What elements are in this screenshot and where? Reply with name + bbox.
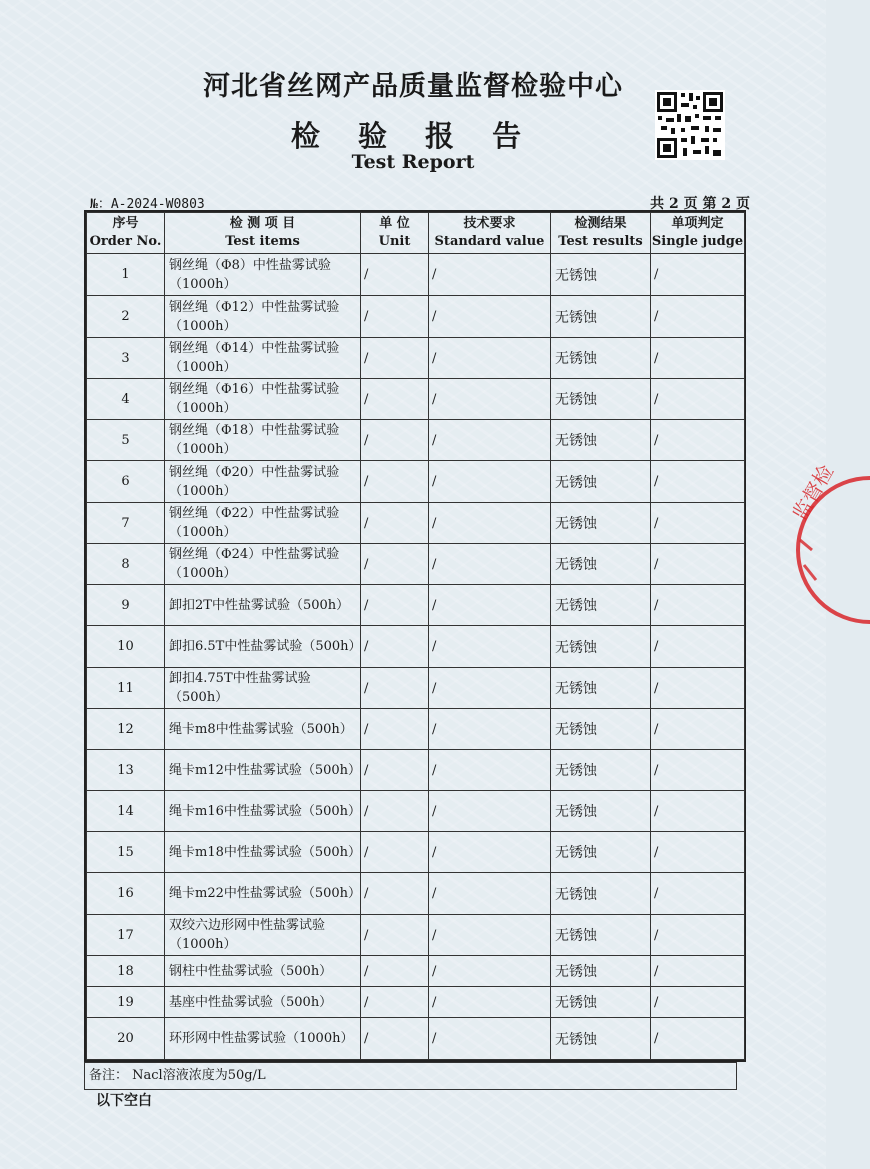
single-judge-cell: / (651, 791, 745, 832)
test-item-cell: 钢丝绳（Φ22）中性盐雾试验（1000h） (165, 503, 361, 544)
order-cell: 13 (87, 750, 165, 791)
order-cell: 12 (87, 709, 165, 750)
table-row (87, 873, 745, 915)
test-result-cell: 无锈蚀 (551, 709, 651, 750)
test-item-cell: 卸扣4.75T中性盐雾试验（500h） (165, 668, 361, 709)
table-row (87, 254, 745, 296)
standard-value-cell: / (429, 338, 551, 379)
report-title-chinese: 检 验 报 告 (290, 119, 536, 153)
test-result-cell: 无锈蚀 (551, 987, 651, 1018)
table-row (87, 915, 745, 956)
order-cell: 9 (87, 585, 165, 626)
table-row (87, 832, 745, 873)
test-item-cell: 绳卡m16中性盐雾试验（500h） (165, 791, 361, 832)
remark: 备注： Nacl溶液浓度为50g/L (84, 1062, 737, 1090)
qr-code-icon (655, 90, 725, 160)
standard-value-cell: / (429, 873, 551, 915)
unit-cell: / (361, 832, 429, 873)
table-row (87, 338, 745, 379)
test-result-cell: 无锈蚀 (551, 461, 651, 503)
column-header-test-items: 检 测 项 目 Test items (165, 213, 361, 254)
unit-cell: / (361, 338, 429, 379)
test-result-cell: 无锈蚀 (551, 544, 651, 585)
table-row (87, 544, 745, 585)
unit-cell: / (361, 544, 429, 585)
test-item-cell: 卸扣2T中性盐雾试验（500h） (165, 585, 361, 626)
test-item-cell: 钢丝绳（Φ12）中性盐雾试验（1000h） (165, 296, 361, 338)
single-judge-cell: / (651, 709, 745, 750)
test-item-cell: 钢丝绳（Φ20）中性盐雾试验（1000h） (165, 461, 361, 503)
single-judge-cell: / (651, 956, 745, 987)
standard-value-cell: / (429, 915, 551, 956)
results-table (86, 212, 745, 1060)
test-result-cell: 无锈蚀 (551, 1018, 651, 1060)
test-item-cell: 钢丝绳（Φ14）中性盐雾试验（1000h） (165, 338, 361, 379)
test-result-cell: 无锈蚀 (551, 750, 651, 791)
unit-cell: / (361, 626, 429, 668)
test-result-cell: 无锈蚀 (551, 585, 651, 626)
test-result-cell: 无锈蚀 (551, 626, 651, 668)
table-row (87, 956, 745, 987)
test-result-cell: 无锈蚀 (551, 915, 651, 956)
order-cell: 4 (87, 379, 165, 420)
test-result-cell: 无锈蚀 (551, 503, 651, 544)
unit-cell: / (361, 668, 429, 709)
test-item-cell: 绳卡m12中性盐雾试验（500h） (165, 750, 361, 791)
table-row (87, 791, 745, 832)
unit-cell: / (361, 956, 429, 987)
single-judge-cell: / (651, 338, 745, 379)
column-header-results: 检测结果 Test results (551, 213, 651, 254)
order-cell: 15 (87, 832, 165, 873)
test-result-cell: 无锈蚀 (551, 791, 651, 832)
blank-below-note: 以下空白 (96, 1093, 152, 1109)
standard-value-cell: / (429, 544, 551, 585)
standard-value-cell: / (429, 585, 551, 626)
single-judge-cell: / (651, 254, 745, 296)
single-judge-cell: / (651, 873, 745, 915)
single-judge-cell: / (651, 544, 745, 585)
standard-value-cell: / (429, 503, 551, 544)
official-seal (787, 460, 870, 630)
standard-value-cell: / (429, 832, 551, 873)
test-item-cell: 钢丝绳（Φ16）中性盐雾试验（1000h） (165, 379, 361, 420)
single-judge-cell: / (651, 379, 745, 420)
unit-cell: / (361, 873, 429, 915)
order-cell: 17 (87, 915, 165, 956)
unit-cell: / (361, 420, 429, 461)
order-cell: 11 (87, 668, 165, 709)
unit-cell: / (361, 750, 429, 791)
test-item-cell: 双绞六边形网中性盐雾试验（1000h） (165, 915, 361, 956)
report-number: №：A-2024-W0803 (90, 197, 205, 212)
test-result-cell: 无锈蚀 (551, 338, 651, 379)
results-table-frame (84, 210, 746, 1062)
order-cell: 10 (87, 626, 165, 668)
unit-cell: / (361, 1018, 429, 1060)
order-cell: 16 (87, 873, 165, 915)
single-judge-cell: / (651, 1018, 745, 1060)
table-row (87, 296, 745, 338)
test-item-cell: 绳卡m22中性盐雾试验（500h） (165, 873, 361, 915)
test-item-cell: 基座中性盐雾试验（500h） (165, 987, 361, 1018)
order-cell: 7 (87, 503, 165, 544)
test-item-cell: 卸扣6.5T中性盐雾试验（500h） (165, 626, 361, 668)
order-cell: 20 (87, 1018, 165, 1060)
standard-value-cell: / (429, 987, 551, 1018)
unit-cell: / (361, 915, 429, 956)
single-judge-cell: / (651, 461, 745, 503)
standard-value-cell: / (429, 461, 551, 503)
standard-value-cell: / (429, 791, 551, 832)
standard-value-cell: / (429, 668, 551, 709)
table-row (87, 626, 745, 668)
standard-value-cell: / (429, 956, 551, 987)
test-item-cell: 钢丝绳（Φ8）中性盐雾试验（1000h） (165, 254, 361, 296)
test-result-cell: 无锈蚀 (551, 832, 651, 873)
order-cell: 18 (87, 956, 165, 987)
single-judge-cell: / (651, 585, 745, 626)
page-counter: 共 2 页 第 2 页 (650, 196, 750, 212)
unit-cell: / (361, 791, 429, 832)
order-cell: 8 (87, 544, 165, 585)
unit-cell: / (361, 709, 429, 750)
column-header-unit: 单 位 Unit (361, 213, 429, 254)
table-row (87, 420, 745, 461)
column-header-judge: 单项判定 Single judge (651, 213, 745, 254)
svg-text:监督检: 监督检 (787, 460, 839, 525)
table-row (87, 585, 745, 626)
test-item-cell: 钢丝绳（Φ24）中性盐雾试验（1000h） (165, 544, 361, 585)
test-item-cell: 绳卡m18中性盐雾试验（500h） (165, 832, 361, 873)
single-judge-cell: / (651, 296, 745, 338)
standard-value-cell: / (429, 626, 551, 668)
order-cell: 19 (87, 987, 165, 1018)
table-row (87, 379, 745, 420)
single-judge-cell: / (651, 668, 745, 709)
order-cell: 14 (87, 791, 165, 832)
test-result-cell: 无锈蚀 (551, 668, 651, 709)
order-cell: 6 (87, 461, 165, 503)
unit-cell: / (361, 461, 429, 503)
standard-value-cell: / (429, 379, 551, 420)
order-cell: 1 (87, 254, 165, 296)
test-item-cell: 钢丝绳（Φ18）中性盐雾试验（1000h） (165, 420, 361, 461)
report-title-english: Test Report (351, 151, 475, 173)
test-result-cell: 无锈蚀 (551, 254, 651, 296)
unit-cell: / (361, 254, 429, 296)
table-row (87, 668, 745, 709)
table-row (87, 987, 745, 1018)
unit-cell: / (361, 987, 429, 1018)
test-result-cell: 无锈蚀 (551, 956, 651, 987)
test-result-cell: 无锈蚀 (551, 296, 651, 338)
order-cell: 3 (87, 338, 165, 379)
order-cell: 2 (87, 296, 165, 338)
unit-cell: / (361, 503, 429, 544)
test-item-cell: 绳卡m8中性盐雾试验（500h） (165, 709, 361, 750)
standard-value-cell: / (429, 296, 551, 338)
unit-cell: / (361, 296, 429, 338)
test-result-cell: 无锈蚀 (551, 873, 651, 915)
table-row (87, 1018, 745, 1060)
organization-title: 河北省丝网产品质量监督检验中心 (203, 71, 623, 102)
table-row (87, 709, 745, 750)
table-row (87, 503, 745, 544)
column-header-standard: 技术要求 Standard value (429, 213, 551, 254)
single-judge-cell: / (651, 915, 745, 956)
unit-cell: / (361, 585, 429, 626)
single-judge-cell: / (651, 420, 745, 461)
test-item-cell: 环形网中性盐雾试验（1000h） (165, 1018, 361, 1060)
single-judge-cell: / (651, 626, 745, 668)
single-judge-cell: / (651, 987, 745, 1018)
single-judge-cell: / (651, 750, 745, 791)
column-header-order: 序号 Order No. (87, 213, 165, 254)
standard-value-cell: / (429, 254, 551, 296)
table-row (87, 461, 745, 503)
standard-value-cell: / (429, 1018, 551, 1060)
test-item-cell: 钢柱中性盐雾试验（500h） (165, 956, 361, 987)
table-header-row (87, 213, 745, 254)
standard-value-cell: / (429, 750, 551, 791)
single-judge-cell: / (651, 832, 745, 873)
table-row (87, 750, 745, 791)
test-result-cell: 无锈蚀 (551, 379, 651, 420)
unit-cell: / (361, 379, 429, 420)
order-cell: 5 (87, 420, 165, 461)
standard-value-cell: / (429, 420, 551, 461)
test-result-cell: 无锈蚀 (551, 420, 651, 461)
single-judge-cell: / (651, 503, 745, 544)
standard-value-cell: / (429, 709, 551, 750)
